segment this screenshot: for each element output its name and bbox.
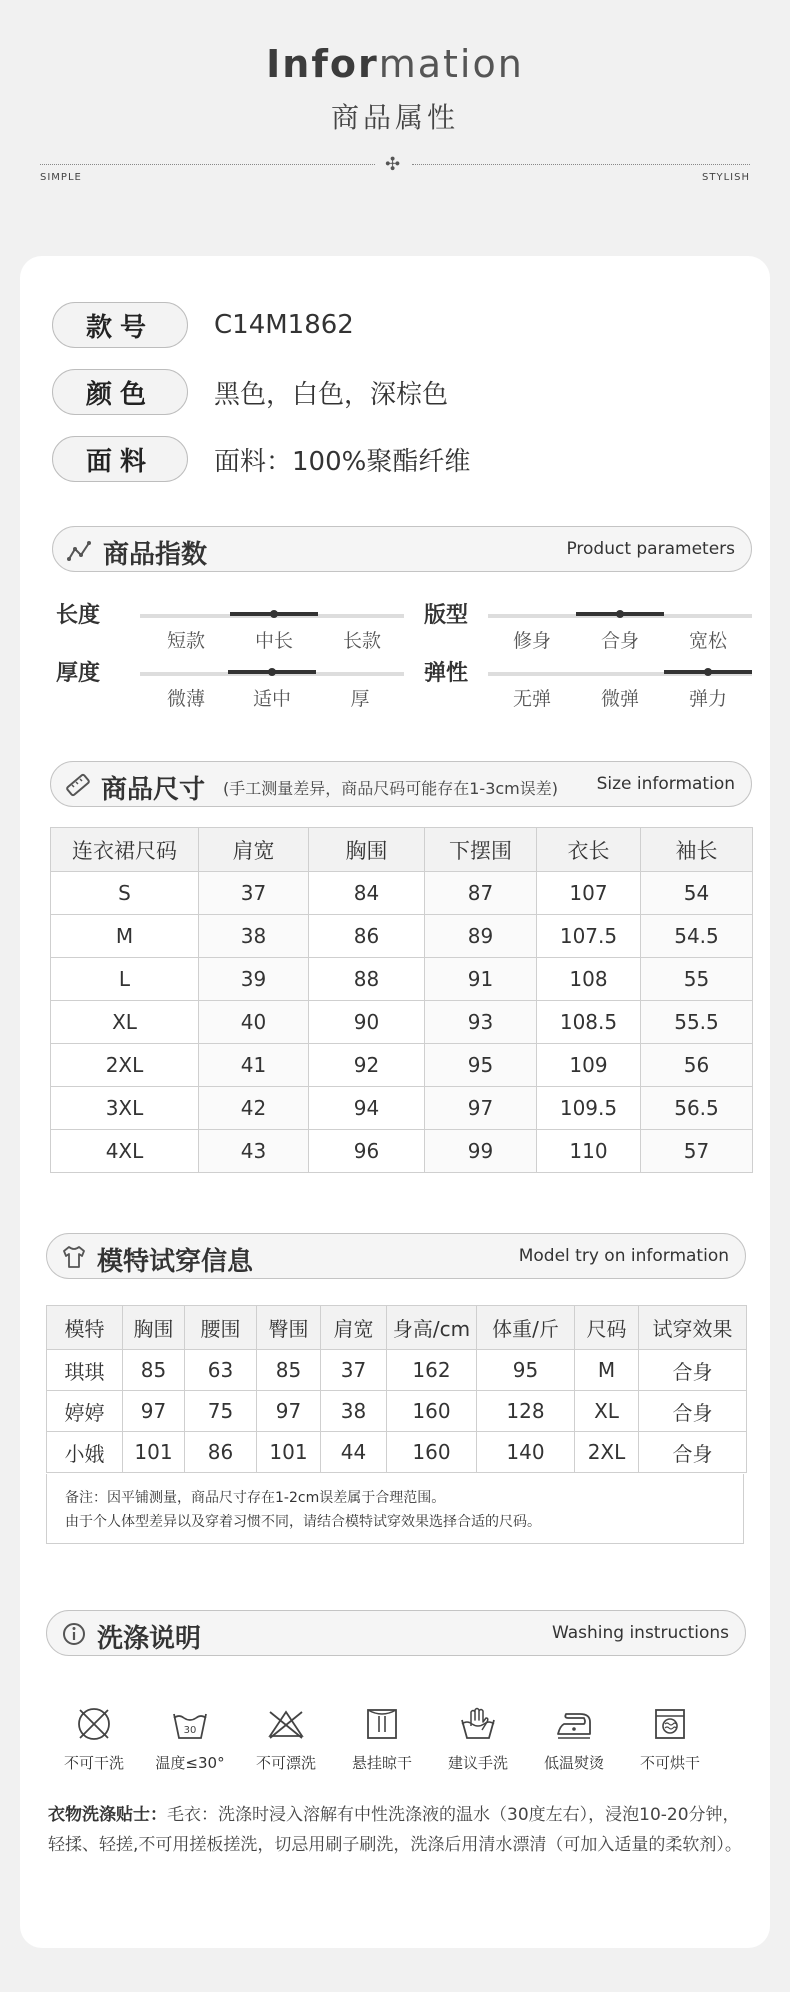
table-row	[51, 958, 753, 1001]
wash-item-no-tumble-dry	[622, 1704, 718, 1773]
low-iron-icon	[554, 1704, 594, 1744]
table-cell: 160	[387, 1432, 477, 1473]
header-divider-left	[40, 164, 375, 165]
table-cell: 97	[257, 1391, 321, 1432]
table-cell: 56.5	[641, 1087, 753, 1130]
scale-option: 中长	[254, 630, 293, 652]
column-header: 衣长	[537, 828, 641, 872]
scale-option: 适中	[252, 688, 291, 710]
wash-label: 不可漂洗	[255, 1754, 316, 1772]
column-header: 胸围	[123, 1306, 185, 1350]
no-tumble-dry-icon	[650, 1704, 690, 1744]
wash-label: 低温熨烫	[543, 1754, 604, 1772]
column-header: 胸围	[309, 828, 425, 872]
section-title: 商品尺寸	[101, 775, 206, 805]
column-header: 肩宽	[321, 1306, 387, 1350]
washing-tip	[48, 1800, 748, 1860]
table-row	[51, 1001, 753, 1044]
table-cell: 99	[425, 1130, 537, 1173]
size-table-header	[51, 828, 753, 872]
wash-item-temp	[142, 1704, 238, 1773]
table-cell: 合身	[639, 1391, 747, 1432]
table-cell: 54	[641, 872, 753, 915]
wash-label: 不可干洗	[63, 1754, 124, 1772]
table-cell: 56	[641, 1044, 753, 1087]
wash-label: 悬挂晾干	[351, 1754, 412, 1772]
header-tag-left: SIMPLE	[40, 172, 82, 183]
scale-elasticity	[424, 656, 764, 716]
table-cell: 3XL	[51, 1087, 199, 1130]
table-row	[51, 1130, 753, 1173]
table-cell: 54.5	[641, 915, 753, 958]
table-cell: 90	[309, 1001, 425, 1044]
section-title: 洗涤说明	[97, 1624, 202, 1654]
table-cell: 107	[537, 872, 641, 915]
table-cell: 109.5	[537, 1087, 641, 1130]
table-cell: 128	[477, 1391, 575, 1432]
model-table-header	[47, 1306, 747, 1350]
column-header: 连衣裙尺码	[51, 828, 199, 872]
column-header: 尺码	[575, 1306, 639, 1350]
table-cell: 合身	[639, 1350, 747, 1391]
wash-30-icon	[170, 1704, 210, 1744]
washing-tip-title: 衣物洗涤贴士：	[48, 1805, 167, 1825]
table-cell: 93	[425, 1001, 537, 1044]
table-cell: 101	[257, 1432, 321, 1473]
section-title-en: Washing instructions	[551, 1623, 729, 1643]
model-table	[46, 1305, 747, 1473]
section-banner-size-info	[50, 761, 752, 807]
table-cell: 37	[321, 1350, 387, 1391]
scale-option: 宽松	[688, 630, 727, 652]
no-bleach-icon	[266, 1704, 306, 1744]
title-bold-part: Infor	[266, 42, 379, 86]
scale-option: 长款	[342, 630, 381, 652]
table-cell: 101	[123, 1432, 185, 1473]
table-cell: 39	[199, 958, 309, 1001]
table-cell: 91	[425, 958, 537, 1001]
note-line: 由于个人体型差异以及穿着习惯不同，请结合模特试穿效果选择合适的尺码。	[65, 1514, 541, 1530]
cross-ornament-icon: ✣	[385, 154, 401, 175]
table-cell: 160	[387, 1391, 477, 1432]
scale-marker	[268, 668, 276, 676]
table-cell: 琪琪	[47, 1350, 123, 1391]
page-title	[0, 42, 790, 86]
section-banner-product-index	[52, 526, 752, 572]
hand-wash-icon	[458, 1704, 498, 1744]
column-header: 下摆围	[425, 828, 537, 872]
wash-label: 不可烘干	[639, 1754, 700, 1772]
table-cell: 57	[641, 1130, 753, 1173]
trend-line-icon	[67, 537, 93, 563]
scale-option: 短款	[166, 630, 205, 652]
note-line: 备注：因平铺测量，商品尺寸存在1-2cm误差属于合理范围。	[65, 1490, 446, 1506]
table-row	[47, 1432, 747, 1473]
table-cell: 4XL	[51, 1130, 199, 1173]
table-cell: 小娥	[47, 1432, 123, 1473]
attr-row-color	[52, 369, 448, 415]
model-notes	[46, 1474, 744, 1544]
table-cell: 42	[199, 1087, 309, 1130]
table-cell: XL	[575, 1391, 639, 1432]
scale-marker	[270, 610, 278, 618]
table-row	[51, 1044, 753, 1087]
ruler-icon	[65, 772, 91, 798]
table-cell: 40	[199, 1001, 309, 1044]
scale-label: 厚度	[56, 661, 101, 686]
table-cell: 95	[477, 1350, 575, 1391]
table-cell: 37	[199, 872, 309, 915]
attr-value: 黑色，白色，深棕色	[214, 379, 449, 410]
table-cell: 97	[123, 1391, 185, 1432]
scale-label: 弹性	[424, 661, 469, 686]
table-cell: M	[575, 1350, 639, 1391]
section-note: (手工测量差异，商品尺码可能存在1-3cm误差)	[223, 779, 559, 798]
table-cell: 2XL	[575, 1432, 639, 1473]
wash-label: 建议手洗	[447, 1754, 508, 1772]
attr-row-fabric	[52, 436, 470, 482]
scale-marker	[704, 668, 712, 676]
table-cell: 38	[321, 1391, 387, 1432]
scale-option: 修身	[512, 630, 551, 652]
attr-label: 面料	[52, 436, 188, 482]
table-cell: 92	[309, 1044, 425, 1087]
scale-marker	[616, 610, 624, 618]
header-divider-right	[412, 164, 750, 165]
table-cell: 108	[537, 958, 641, 1001]
scale-length	[56, 598, 396, 658]
table-row	[51, 872, 753, 915]
scale-option: 弹力	[688, 688, 727, 710]
table-cell: 婷婷	[47, 1391, 123, 1432]
scale-option: 合身	[600, 630, 639, 652]
hang-dry-icon	[362, 1704, 402, 1744]
info-card	[20, 256, 770, 1948]
table-cell: S	[51, 872, 199, 915]
table-cell: 86	[309, 915, 425, 958]
scale-thickness	[56, 656, 396, 716]
table-row	[51, 1087, 753, 1130]
scale-option: 微薄	[166, 688, 205, 710]
column-header: 袖长	[641, 828, 753, 872]
table-cell: 43	[199, 1130, 309, 1173]
wash-item-low-iron	[526, 1704, 622, 1773]
column-header: 模特	[47, 1306, 123, 1350]
table-cell: 44	[321, 1432, 387, 1473]
section-title-en: Size information	[596, 774, 735, 794]
table-cell: M	[51, 915, 199, 958]
page-subtitle: 商品属性	[330, 101, 459, 134]
table-cell: 107.5	[537, 915, 641, 958]
scale-fit	[424, 598, 764, 658]
no-wash-icon	[74, 1704, 114, 1744]
wash-temp-number: 30	[183, 1725, 197, 1736]
table-cell: 96	[309, 1130, 425, 1173]
table-cell: 合身	[639, 1432, 747, 1473]
column-header: 腰围	[185, 1306, 257, 1350]
table-cell: 110	[537, 1130, 641, 1173]
shirt-icon	[61, 1244, 87, 1270]
table-cell: 2XL	[51, 1044, 199, 1087]
column-header: 肩宽	[199, 828, 309, 872]
attr-value: 面料：100%聚酯纤维	[214, 446, 471, 477]
attr-value: C14M1862	[214, 310, 354, 340]
size-table	[50, 827, 753, 1173]
table-cell: 89	[425, 915, 537, 958]
table-cell: 109	[537, 1044, 641, 1087]
scale-option: 厚	[350, 688, 370, 710]
table-cell: 75	[185, 1391, 257, 1432]
table-cell: 88	[309, 958, 425, 1001]
scale-label: 长度	[56, 603, 101, 628]
table-cell: 86	[185, 1432, 257, 1473]
table-cell: 85	[257, 1350, 321, 1391]
section-banner-model-info	[46, 1233, 746, 1279]
wash-label: 温度≤30°	[155, 1754, 225, 1772]
table-cell: 85	[123, 1350, 185, 1391]
section-title: 模特试穿信息	[97, 1247, 254, 1277]
table-cell: 84	[309, 872, 425, 915]
attr-row-style-no	[52, 302, 354, 348]
washing-tip-body: 毛衣：洗涤时浸入溶解有中性洗涤液的温水（30度左右），浸泡10-20分钟，轻揉、轻搓,不可用搓板搓洗，切忌用刷子刷洗，洗涤后用清水漂清（可加入适量的柔软剂）。	[48, 1805, 742, 1855]
attr-label: 颜色	[52, 369, 188, 415]
section-title-en: Product parameters	[566, 539, 735, 559]
table-cell: 63	[185, 1350, 257, 1391]
scale-label: 版型	[424, 603, 469, 628]
table-cell: 140	[477, 1432, 575, 1473]
table-row	[47, 1391, 747, 1432]
table-cell: 55	[641, 958, 753, 1001]
table-cell: 97	[425, 1087, 537, 1130]
table-cell: 94	[309, 1087, 425, 1130]
table-cell: 55.5	[641, 1001, 753, 1044]
section-title: 商品指数	[103, 540, 208, 570]
column-header: 身高/cm	[387, 1306, 477, 1350]
table-cell: 162	[387, 1350, 477, 1391]
header-tag-right: STYLISH	[702, 172, 750, 183]
section-title-en: Model try on information	[518, 1246, 729, 1266]
section-banner-washing	[46, 1610, 746, 1656]
scale-option: 无弹	[512, 688, 551, 710]
wash-item-no-bleach	[238, 1704, 334, 1773]
title-light-part: mation	[378, 42, 524, 86]
table-cell: 108.5	[537, 1001, 641, 1044]
column-header: 试穿效果	[639, 1306, 747, 1350]
wash-item-hand-wash	[430, 1704, 526, 1773]
table-cell: XL	[51, 1001, 199, 1044]
wash-item-no-dry-clean	[46, 1704, 142, 1773]
page-header	[0, 0, 790, 240]
column-header: 臀围	[257, 1306, 321, 1350]
info-icon	[61, 1621, 87, 1647]
table-cell: 95	[425, 1044, 537, 1087]
table-row	[51, 915, 753, 958]
column-header: 体重/斤	[477, 1306, 575, 1350]
wash-item-hang-dry	[334, 1704, 430, 1773]
table-cell: 41	[199, 1044, 309, 1087]
table-cell: 38	[199, 915, 309, 958]
scale-option: 微弹	[600, 688, 639, 710]
table-row	[47, 1350, 747, 1391]
table-cell: 87	[425, 872, 537, 915]
attr-label: 款号	[52, 302, 188, 348]
table-cell: L	[51, 958, 199, 1001]
